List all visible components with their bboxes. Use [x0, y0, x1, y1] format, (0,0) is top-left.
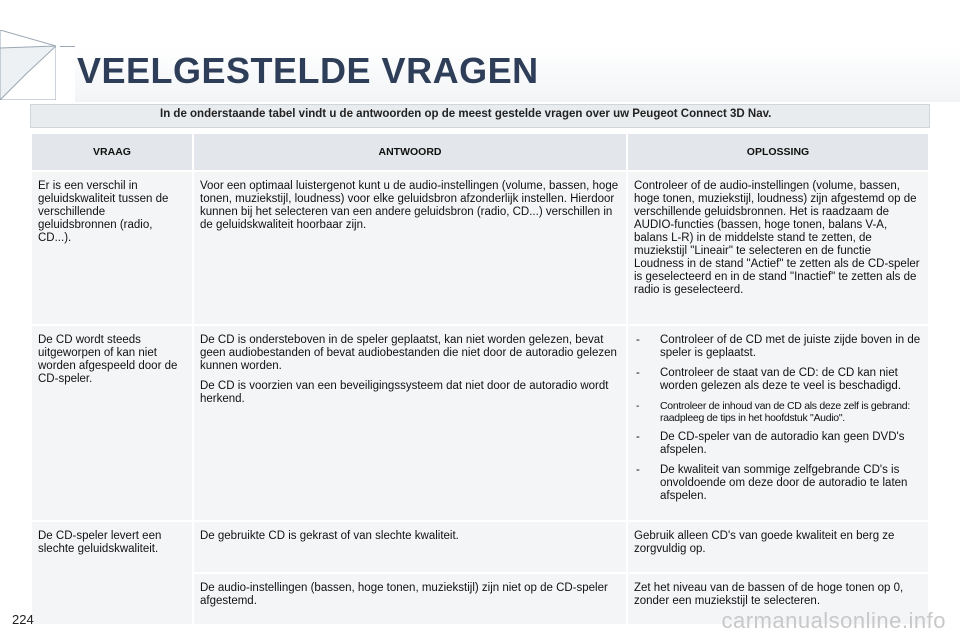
intro-text: In de onderstaande tabel vindt u de antwoorden op de meest gestelde vragen over uw Peugeot Connect 3D Nav.	[160, 108, 772, 120]
list-item: - Controleer of de CD met de juiste zijde boven in de speler is geplaatst.	[634, 334, 922, 360]
corner-tab-decoration	[0, 30, 56, 100]
answer-paragraph: De CD is ondersteboven in de speler geplaatst, kan niet worden gelezen, bevat geen audiobestanden of bevat audiobestanden die niet door de autoradio gelezen kunnen worden.	[200, 334, 617, 372]
solution-cell: Zet het niveau van de bassen of de hoge tonen op 0, zonder een muziekstijl te selecteren.	[628, 574, 928, 624]
table-row	[32, 172, 928, 324]
answer-cell	[194, 522, 626, 572]
list-item: - De CD-speler van de autoradio kan geen DVD's afspelen.	[634, 431, 922, 457]
question-cell: De CD-speler levert een slechte geluidskwaliteit.	[32, 522, 192, 624]
answer-paragraph: Voor een optimaal luistergenot kunt u de audio-instellingen (volume, bassen, hoge tonen, muziekstijl, loudness) voor elke geluidsbron afzonderlijk instellen. Hierdoor kunnen bij het selecteren van een andere geluidsbron (radio, CD...) verschillen in de geluidskwaliteit hoorbaar zijn.	[200, 180, 619, 231]
table-row	[32, 326, 928, 520]
solution-cell: Controleer of de audio-instellingen (volume, bassen, hoge tonen, muziekstijl, loudness) zijn afgestemd op de verschillende geluidsbronnen. Het is raadzaam de AUDIO-functies (bassen, hoge tonen, balans V-A, balans L-R) in de middelste stand te zetten, de muziekstijl "Lineair" te selecteren en de functie Loudness in de stand "Actief" te zetten als de CD-speler is geselecteerd en in de stand "Inactief" te zetten als de radio is geselecteerd.	[628, 172, 928, 324]
watermark: carmanualsonline.info	[721, 608, 946, 633]
page-title: VEELGESTELDE VRAGEN	[77, 50, 539, 91]
answer-cell	[194, 574, 626, 624]
list-item: - De kwaliteit van sommige zelfgebrande CD's is onvoldoende om deze door de autoradio te laten afspelen.	[634, 464, 922, 503]
solution-cell	[628, 326, 928, 520]
solution-list	[634, 334, 922, 503]
list-item: - Controleer de staat van de CD: de CD kan niet worden gelezen als deze te veel is beschadigd.	[634, 367, 922, 393]
column-header-question: VRAAG	[32, 134, 192, 170]
column-header-answer: ANTWOORD	[194, 134, 626, 170]
question-cell: Er is een verschil in geluidskwaliteit tussen de verschillende geluidsbronnen (radio, CD...).	[32, 172, 192, 324]
table-header-row	[32, 134, 928, 170]
answer-paragraph: De gebruikte CD is gekrast of van slechte kwaliteit.	[200, 530, 459, 542]
answer-cell	[194, 326, 626, 520]
page-number: 224	[12, 612, 34, 627]
answer-cell	[194, 172, 626, 324]
faq-table	[30, 132, 930, 626]
solution-cell: Gebruik alleen CD's van goede kwaliteit en berg ze zorgvuldig op.	[628, 522, 928, 572]
answer-paragraph: De CD is voorzien van een beveiligingssysteem dat niet door de autoradio wordt herkend.	[200, 380, 609, 405]
question-cell: De CD wordt steeds uitgeworpen of kan niet worden afgespeeld door de CD-speler.	[32, 326, 192, 520]
answer-paragraph: De audio-instellingen (bassen, hoge tonen, muziekstijl) zijn niet op de CD-speler afgestemd.	[200, 582, 608, 607]
table-row	[32, 522, 928, 572]
list-item: - Controleer de inhoud van de CD als deze zelf is gebrand: raadpleeg de tips in het hoofdstuk "Audio".	[634, 400, 922, 424]
column-header-solution: OPLOSSING	[628, 134, 928, 170]
